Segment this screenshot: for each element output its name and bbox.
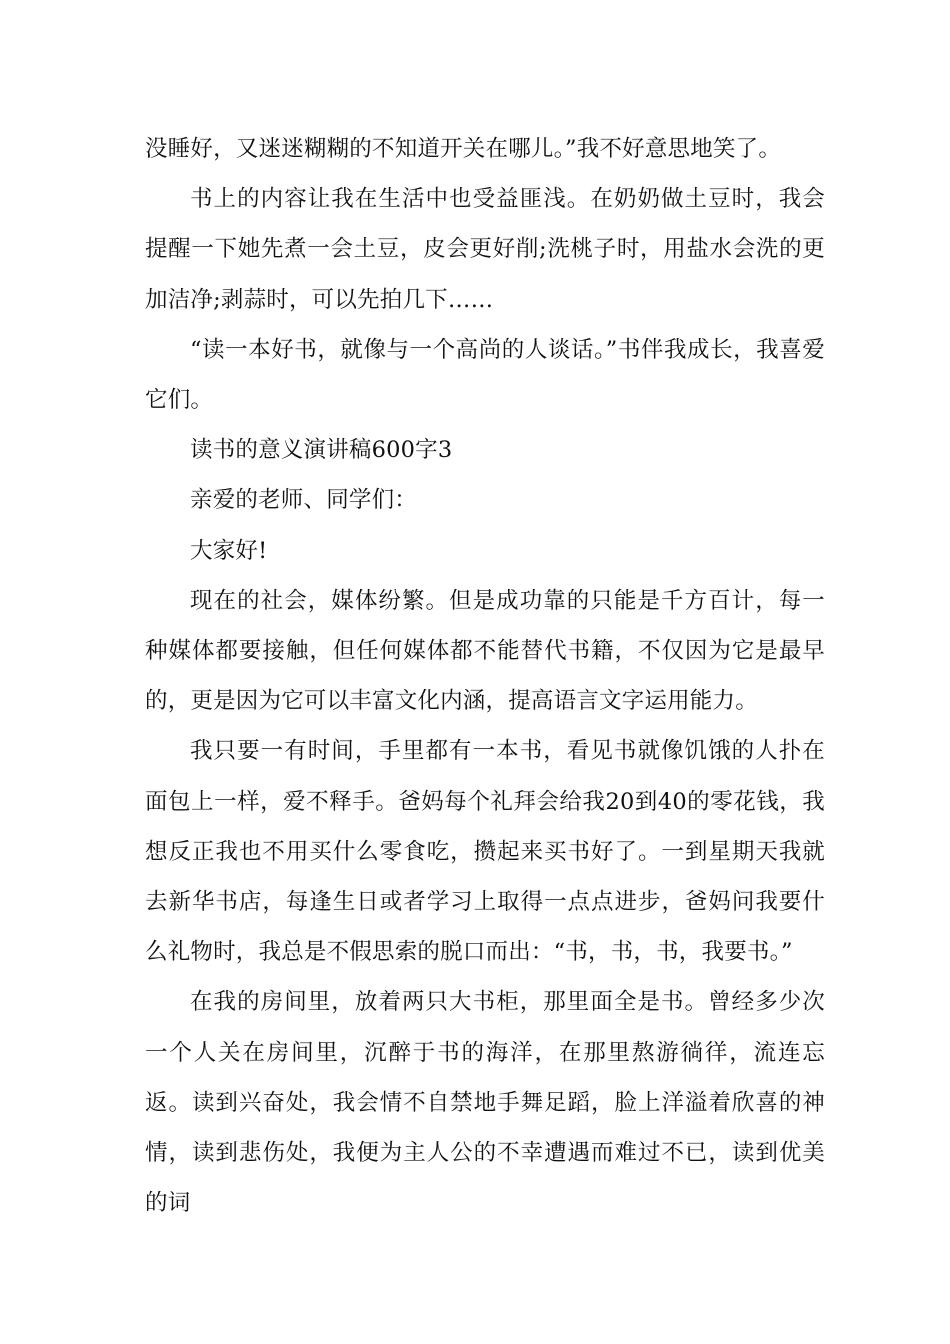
paragraph-quote-closing: “读一本好书，就像与一个高尚的人谈话。”书伴我成长，我喜爱它们。 — [145, 336, 825, 414]
paragraph-book-benefits: 书上的内容让我在生活中也受益匪浅。在奶奶做土豆时，我会提醒一下她先煮一会土豆，皮会更好削;洗桃子时，用盐水会洗的更加洁净;剥蒜时，可以先拍几下…… — [145, 186, 825, 313]
paragraph-bookshelves: 在我的房间里，放着两只大书柜，那里面全是书。曾经多少次一个人关在房间里，沉醉于书的海洋，在那里熬游徜徉，流连忘返。读到兴奋处，我会情不自禁地手舞足蹈，脸上洋溢着欣喜的神情，读到悲伤处，我便为主人公的不幸遭遇而难过不已，读到优美的词 — [145, 989, 825, 1217]
document-body — [145, 124, 825, 1228]
section-heading: 读书的意义演讲稿600字3 — [190, 437, 453, 464]
paragraph-reading-habit: 我只要一有时间，手里都有一本书，看见书就像饥饿的人扑在面包上一样，爱不释手。爸妈每个礼拜会给我20到40的零花钱，我想反正我也不用买什么零食吃，攒起来买书好了。一到星期天我就去新华书店，每逢生日或者学习上取得一点点进步，爸妈问我要什么礼物时，我总是不假思索的脱口而出：“书，书，书，我要书。” — [145, 738, 825, 966]
salutation: 亲爱的老师、同学们： — [190, 487, 418, 514]
paragraph-media: 现在的社会，媒体纷繁。但是成功靠的只能是千方百计，每一种媒体都要接触，但任何媒体都不能替代书籍，不仅因为它是最早的，更是因为它可以丰富文化内涵，提高语言文字运用能力。 — [145, 587, 825, 715]
greeting: 大家好! — [190, 537, 268, 564]
paragraph-continuation: 没睡好，又迷迷糊糊的不知道开关在哪儿。”我不好意思地笑了。 — [145, 136, 782, 162]
